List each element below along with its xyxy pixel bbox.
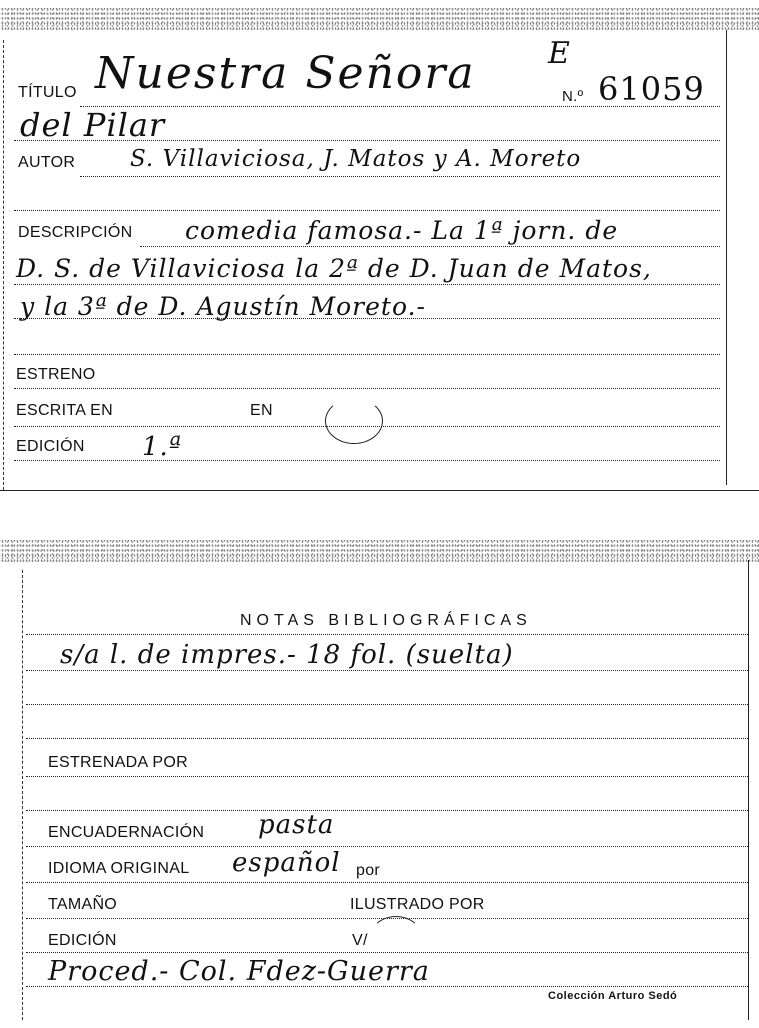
- v-label: V/: [352, 932, 368, 949]
- rule-descripcion-2: [14, 284, 720, 285]
- card-top-edge: [0, 8, 759, 30]
- catalog-mark: E: [548, 36, 571, 71]
- descripcion-line-1: comedia famosa.- La 1ª jorn. de: [185, 216, 619, 245]
- tamano-label: TAMAÑO: [48, 896, 118, 913]
- notas-value: s/a l. de impres.- 18 fol. (suelta): [60, 640, 514, 670]
- ilustrado-por-label: ILUSTRADO POR: [350, 896, 485, 913]
- catalog-card-back: [0, 540, 759, 1028]
- edicion-value: 1.ª: [142, 432, 183, 462]
- rule-estreno: [14, 388, 720, 389]
- rule-descripcion-1: [140, 246, 720, 247]
- titulo-label: TÍTULO: [18, 84, 77, 101]
- descripcion-line-3: y la 3ª de D. Agustín Moreto.-: [20, 292, 426, 321]
- catalog-card-front: [0, 0, 759, 495]
- rule-descripcion-3: [14, 318, 720, 319]
- descripcion-line-2: D. S. de Villaviciosa la 2ª de D. Juan de Matos,: [16, 254, 652, 283]
- procedencia-value: Proced.- Col. Fdez-Guerra: [48, 956, 430, 987]
- encuadernacion-label: ENCUADERNACIÓN: [48, 824, 205, 841]
- card-left-edge-2: [22, 570, 23, 1020]
- estrenada-por-label: ESTRENADA POR: [48, 754, 188, 771]
- rule-titulo: [80, 106, 720, 107]
- rule-estrenada-2: [26, 810, 748, 811]
- rule-idioma: [26, 882, 748, 883]
- escrita-en-label: ESCRITA EN: [16, 402, 113, 419]
- titulo-value: Nuestra Señora: [95, 48, 476, 99]
- card-right-edge-2: [748, 560, 749, 1020]
- estreno-label: ESTRENO: [16, 366, 96, 383]
- rule-procedencia: [26, 986, 748, 987]
- en-label: EN: [250, 402, 273, 419]
- descripcion-label: DESCRIPCIÓN: [18, 224, 133, 241]
- rule-notas-1: [26, 634, 748, 635]
- rule-descripcion-4: [14, 354, 720, 355]
- por-label: por: [356, 862, 381, 879]
- idioma-original-value: español: [232, 848, 341, 878]
- idioma-original-label: IDIOMA ORIGINAL: [48, 860, 190, 877]
- rule-titulo-2: [14, 140, 720, 141]
- rule-autor: [80, 176, 720, 177]
- notas-heading: NOTAS BIBLIOGRÁFICAS: [240, 612, 532, 629]
- rule-notas-2: [26, 670, 748, 671]
- edicion-label-2: EDICIÓN: [48, 932, 117, 949]
- rule-encuadernacion: [26, 846, 748, 847]
- card-left-edge: [3, 40, 4, 490]
- rule-estrenada: [26, 776, 748, 777]
- catalog-no-label: N.º: [562, 88, 584, 105]
- autor-value: S. Villaviciosa, J. Matos y A. Moreto: [130, 146, 582, 172]
- rule-edicion: [14, 460, 720, 461]
- coleccion-label: Colección Arturo Sedó: [548, 990, 678, 1002]
- rule-notas-4: [26, 738, 748, 739]
- encuadernacion-value: pasta: [258, 810, 335, 840]
- rule-autor-2: [14, 210, 720, 211]
- edicion-label: EDICIÓN: [16, 438, 85, 455]
- card-right-edge: [726, 30, 727, 485]
- catalog-number: 61059: [598, 70, 705, 108]
- rule-escrita: [14, 426, 720, 427]
- card-top-bottom-edge: [0, 490, 759, 491]
- punch-hole-mark: [325, 398, 383, 444]
- titulo-value-cont: del Pilar: [20, 106, 166, 144]
- rule-edicion-2: [26, 952, 748, 953]
- autor-label: AUTOR: [18, 154, 76, 171]
- rule-notas-3: [26, 704, 748, 705]
- card-bottom-edge: [0, 540, 759, 562]
